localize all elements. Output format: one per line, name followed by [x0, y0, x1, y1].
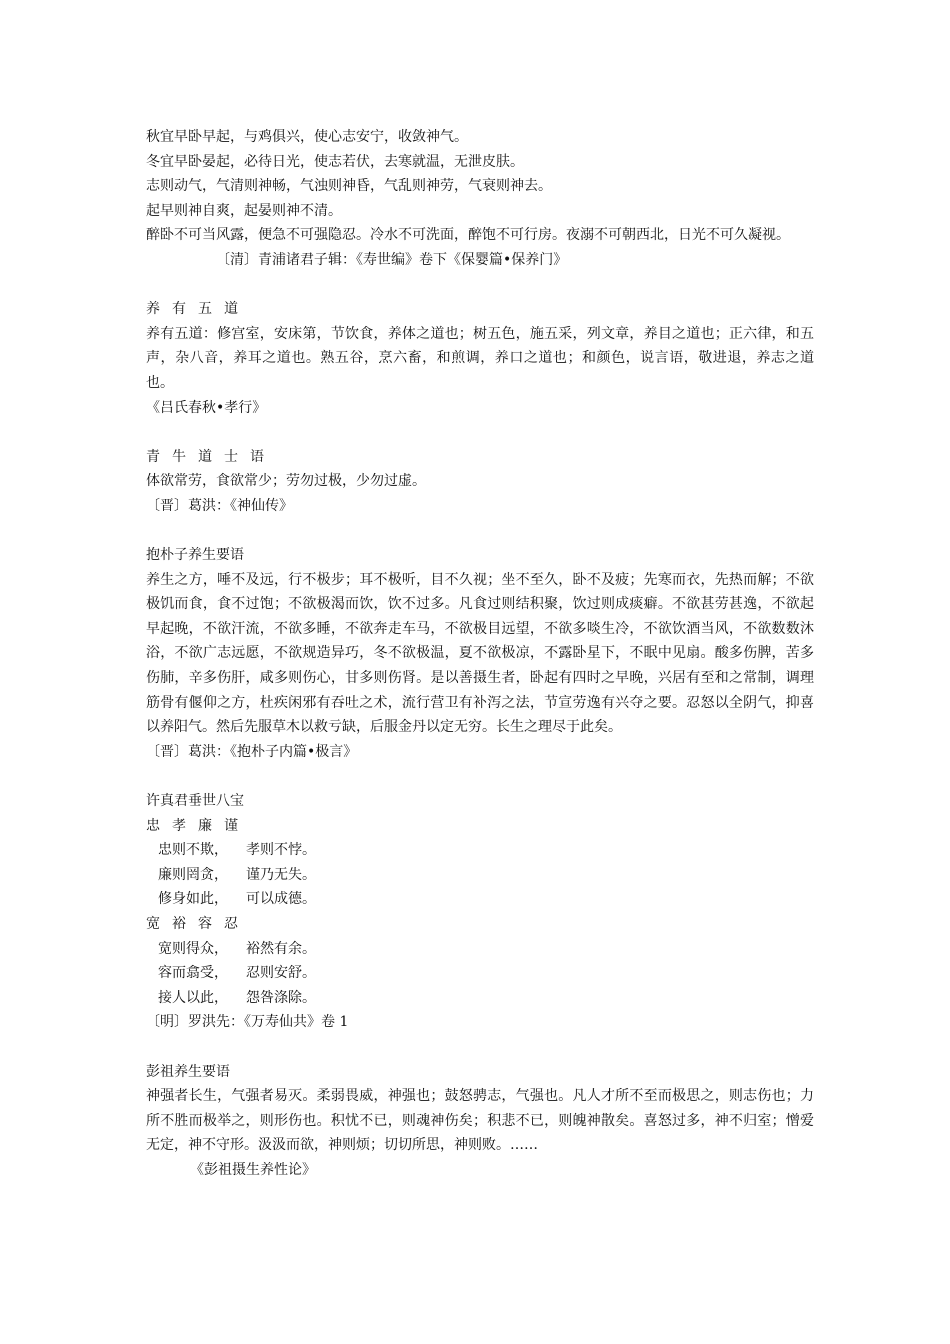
section-title: 彭祖养生要语 [146, 1063, 230, 1080]
verse-left: 忠则不欺， [158, 842, 228, 859]
verse-right: 孝则不悖。 [246, 842, 316, 859]
source-citation: 〔晋〕葛洪：《抱朴子内篇•极言》 [146, 743, 358, 760]
verse-heading: 忠孝廉谨 [146, 817, 250, 834]
section-qingniu [146, 445, 814, 519]
section-body: 养生之方，唾不及远，行不极步；耳不极听，目不久视；坐不至久，卧不及疲；先寒而衣，先热而解；不欲极饥而食，食不过饱；不欲极渴而饮，饮不过多。凡食过则结积聚，饮过则成痰癖。不欲甚劳甚逸，不欲起早起晚，不欲汗流，不欲多睡，不欲奔走车马，不欲极目远望，不欲多啖生冷，不欲饮酒当风，不欲数数沐浴，不欲广志远愿，不欲规造异巧，冬不欲极温，夏不欲极凉，不露卧星下，不眠中见扇。酸多伤脾，苦多伤肺，辛多伤肝，咸多则伤心，甘多则伤肾。是以善摄生者，卧起有四时之早晚，兴居有至和之常制，调理筋骨有偃仰之方，杜疾闲邪有吞吐之术，流行营卫有补泻之法，节宣劳逸有兴夺之要。忍怒以全阴气，抑喜以养阳气。然后先服草木以救亏缺，后服金丹以定无穷。长生之理尽于此矣。 [146, 571, 814, 736]
section-pengzu [146, 1060, 814, 1183]
section-body: 体欲常劳，食欲常少；劳勿过极，少勿过虚。 [146, 473, 426, 490]
verse-row [146, 887, 814, 912]
text-line: 冬宜早卧晏起，必待日光，使志若伏，去寒就温，无泄皮肤。 [146, 153, 524, 170]
section-title: 许真君垂世八宝 [146, 793, 244, 810]
section-baopuzi [146, 543, 814, 764]
verse-row [146, 986, 814, 1011]
verse-left: 接人以此， [158, 989, 228, 1006]
section-five-ways [146, 297, 814, 420]
section-body: 神强者长生，气强者易灭。柔弱畏威，神强也；鼓怒骋志，气强也。凡人才所不至而极思之，则志伤也；力所不胜而极举之，则形伤也。积忧不已，则魂神伤矣；积悲不已，则魄神散矣。喜怒过多，神不归室；憎爱无定，神不守形。汲汲而欲，神则烦；切切所思，神则败。…… [146, 1088, 814, 1154]
section-title: 抱朴子养生要语 [146, 547, 244, 564]
verse-row [146, 838, 814, 863]
section-seasonal-advice [146, 125, 814, 273]
text-line: 醉卧不可当风露，便急不可强隐忍。冷水不可洗面，醉饱不可行房。夜溺不可朝西北，日光不可久凝视。 [146, 227, 790, 244]
verse-row [146, 961, 814, 986]
verse-right: 怨咎涤除。 [246, 989, 316, 1006]
section-eight-treasures [146, 789, 814, 1035]
verse-row [146, 863, 814, 888]
text-line: 志则动气，气清则神畅，气浊则神昏，气乱则神劳，气衰则神去。 [146, 178, 552, 195]
section-title: 青牛道士语 [146, 448, 276, 465]
source-citation: 〔明〕罗洪先：《万寿仙共》卷 1 [146, 1014, 349, 1031]
verse-left: 宽则得众， [158, 940, 228, 957]
text-line: 起早则神自爽，起晏则神不清。 [146, 202, 342, 219]
verse-row [146, 937, 814, 962]
source-citation: 〔清〕青浦诸君子辑：《寿世编》卷下《保婴篇•保养门》 [216, 251, 568, 268]
source-citation: 〔晋〕葛洪：《神仙传》 [146, 497, 293, 514]
verse-right: 忍则安舒。 [246, 965, 316, 982]
document-page [146, 125, 814, 1183]
source-citation: 《吕氏春秋•孝行》 [146, 399, 267, 416]
verse-right: 可以成德。 [246, 891, 316, 908]
section-title: 养有五道 [146, 301, 250, 318]
verse-right: 裕然有余。 [246, 940, 316, 957]
verse-left: 廉则罔贪， [158, 866, 228, 883]
verse-left: 修身如此， [158, 891, 228, 908]
verse-right: 谨乃无失。 [246, 866, 316, 883]
verse-heading: 宽裕容忍 [146, 916, 250, 932]
section-body: 养有五道：修宫室，安床第，节饮食，养体之道也；树五色，施五采，列文章，养目之道也；正六律，和五声，杂八音，养耳之道也。熟五谷，烹六畜，和煎调，养口之道也；和颜色，说言语，敬进退，养志之道也。 [146, 325, 814, 391]
source-citation: 《彭祖摄生养性论》 [190, 1161, 316, 1178]
text-line: 秋宜早卧早起，与鸡俱兴，使心志安宁，收敛神气。 [146, 129, 468, 145]
verse-left: 容而翕受， [158, 965, 228, 982]
